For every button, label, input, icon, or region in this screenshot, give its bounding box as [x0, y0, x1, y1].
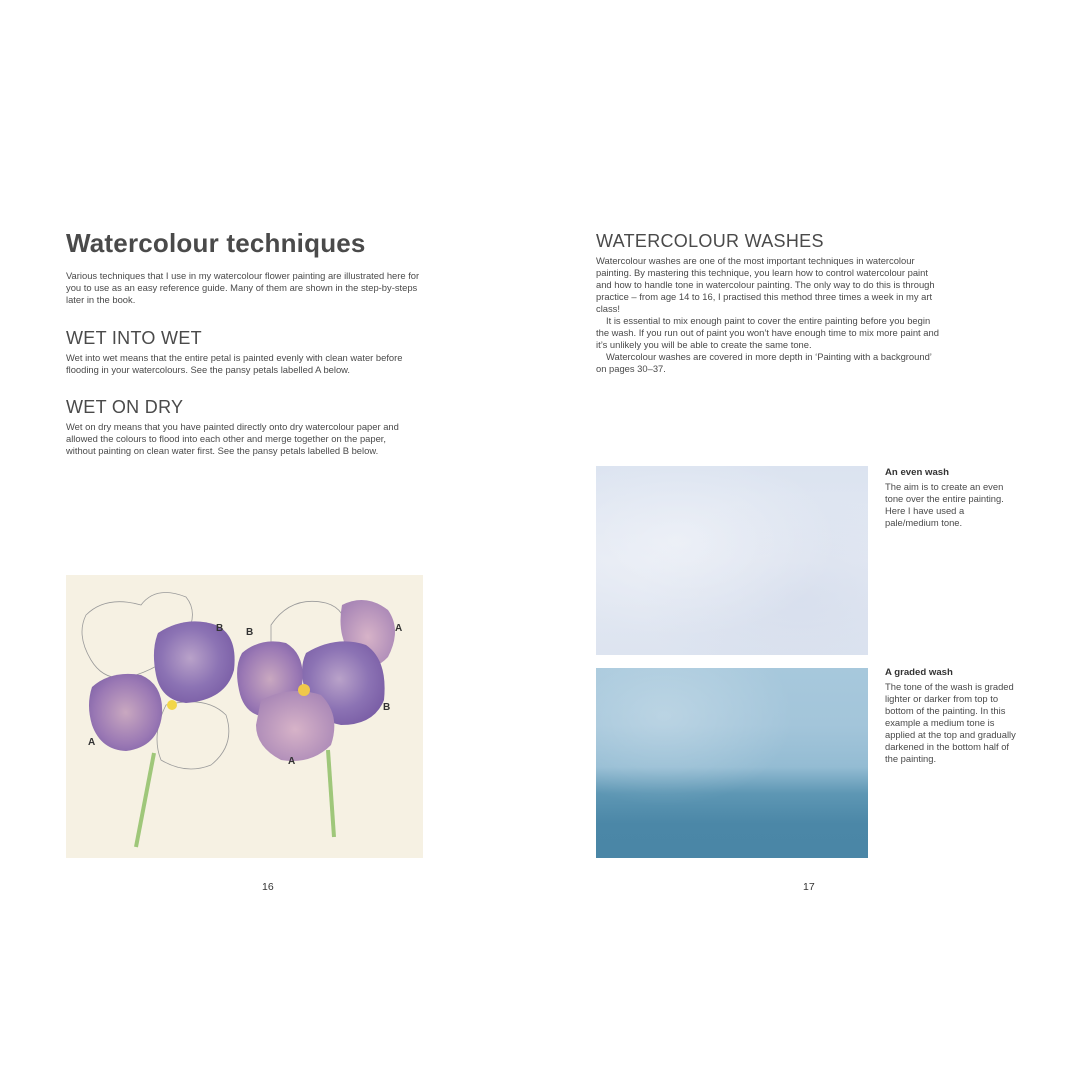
pansy-illustration [66, 575, 423, 858]
intro-text: Various techniques that I use in my watercolour flower painting are illustrated here for you to use as an easy reference guide. Many of them are shown in the step-by-steps later in the book. [66, 270, 420, 305]
graded-wash-swatch [596, 668, 868, 858]
graded-wash-caption [885, 667, 1020, 765]
intro-paragraph [66, 270, 426, 306]
page-number-left: 16 [262, 881, 274, 893]
petal-a-right-bottom [256, 691, 334, 761]
label-a-3: A [288, 756, 296, 767]
page-number-right: 17 [803, 881, 815, 893]
wet-on-dry-heading: WET ON DRY [66, 397, 184, 417]
even-wash-title: An even wash [885, 467, 949, 478]
washes-paragraph-1: Watercolour washes are one of the most important techniques in watercolour painting. By mastering this technique, you learn how to control watercolour paint and how to handle tone in watercolour painting. The only way to do this is through practice – from age 14 to 16, I practised this method three times a week in my art class! [596, 255, 935, 314]
label-a-1: A [395, 623, 403, 634]
washes-paragraph-3: Watercolour washes are covered in more depth in ‘Painting with a background’ on pages 30–37. [596, 351, 932, 374]
graded-wash-title: A graded wash [885, 667, 953, 678]
wet-into-wet-heading: WET INTO WET [66, 328, 202, 348]
even-wash-caption [885, 467, 1015, 529]
label-b-3: B [383, 702, 391, 713]
wet-into-wet-text: Wet into wet means that the entire petal is painted evenly with clean water before flooding in your watercolours. See the pansy petals labelled A below. [66, 352, 403, 375]
label-b-1: B [216, 623, 224, 634]
pansy-drawing [66, 575, 423, 858]
washes-paragraph-2: It is essential to mix enough paint to cover the entire painting before you begin the wash. If you run out of paint you won’t have enough time to mix more paint and it’s unlikely you will be able to create the same tone. [596, 315, 939, 350]
label-a-2: A [88, 737, 96, 748]
page-title: Watercolour techniques [66, 228, 366, 258]
petal-a-left [89, 674, 162, 751]
wet-on-dry-text: Wet on dry means that you have painted directly onto dry watercolour paper and allowed the colours to flood into each other and merge together on the paper, without painting on clean water first. See the pansy petals labelled B below. [66, 421, 399, 456]
wet-into-wet-paragraph [66, 352, 418, 376]
wet-on-dry-paragraph [66, 421, 411, 457]
washes-body [596, 255, 941, 375]
graded-wash-text: The tone of the wash is graded lighter or darker from top to bottom of the painting. In this example a medium tone is applied at the top and gradually darkened in the bottom half of the painting. [885, 681, 1016, 764]
washes-heading: WATERCOLOUR WASHES [596, 231, 824, 251]
even-wash-swatch [596, 466, 868, 655]
even-wash-text: The aim is to create an even tone over the entire painting. Here I have used a pale/medium tone. [885, 481, 1004, 528]
label-b-2: B [246, 627, 254, 638]
